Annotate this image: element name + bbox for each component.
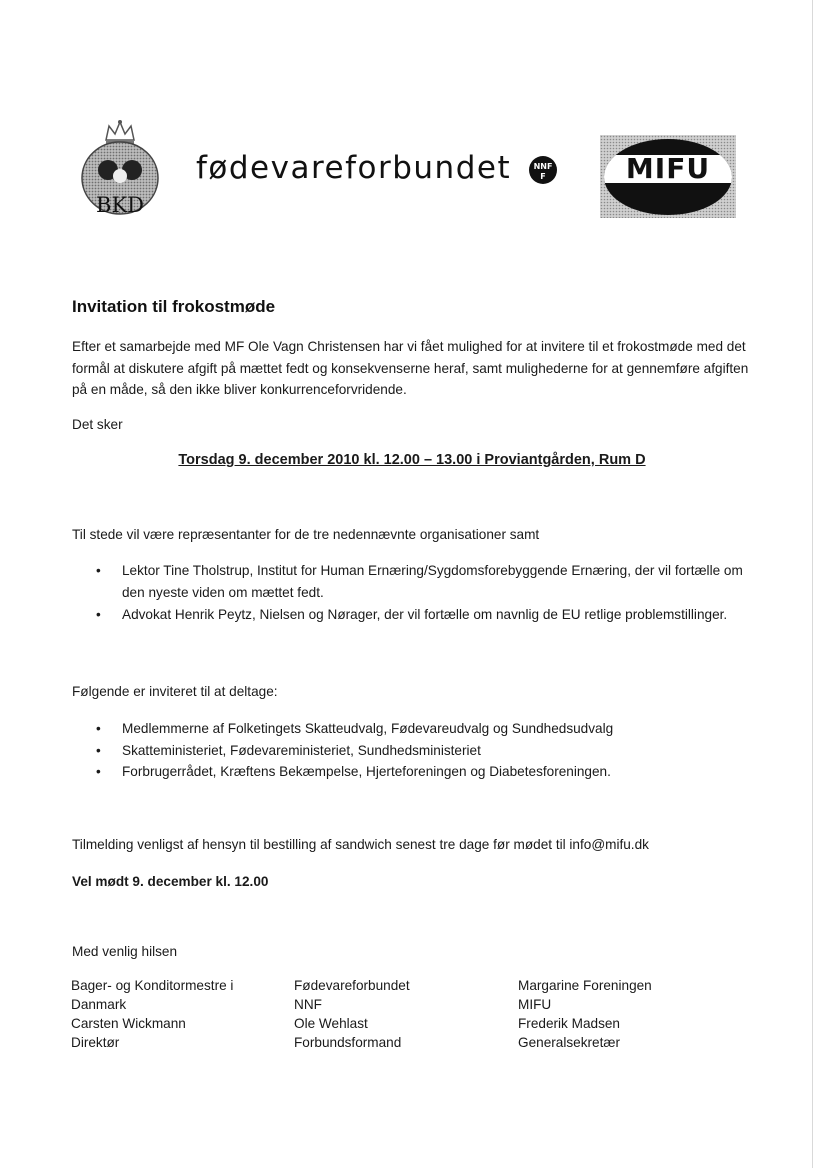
- signature-role: Direktør: [71, 1035, 120, 1050]
- signature-sub: MIFU: [518, 997, 552, 1012]
- bullet-icon: •: [96, 721, 101, 736]
- invited-intro: Følgende er inviteret til at deltage:: [72, 684, 278, 699]
- svg-text:BKD: BKD: [96, 193, 144, 217]
- det-sker-label: Det sker: [72, 417, 123, 432]
- event-date-location: Torsdag 9. december 2010 kl. 12.00 – 13.00 i Proviantgården, Rum D: [178, 452, 646, 468]
- speakers-list: [72, 560, 752, 626]
- signature-name: Carsten Wickmann: [71, 1016, 186, 1031]
- intro-paragraph: Efter et samarbejde med MF Ole Vagn Christensen har vi fået mulighed for at invitere til et frokostmøde med det formål at diskutere afgift på mættet fedt og konsekvenserne heraf, samt mulighederne for at gennemføre afgiften på en måde, så den ikke bliver konkurrenceforvridende.: [72, 339, 749, 397]
- signature-sub: NNF: [294, 997, 322, 1012]
- signature-org: Fødevareforbundet: [294, 978, 410, 993]
- signature-org: Margarine Foreningen: [518, 978, 652, 993]
- welcome-line: Vel mødt 9. december kl. 12.00: [72, 874, 269, 889]
- bkd-logo: [76, 118, 164, 220]
- svg-text:NNF: NNF: [533, 162, 553, 171]
- invited-list: [72, 718, 752, 783]
- list-item: • Skatteministeriet, Fødevareministeriet, Sundhedsministeriet: [72, 740, 752, 762]
- invitation-title: Invitation til frokostmøde: [72, 297, 276, 316]
- signature-name: Ole Wehlast: [294, 1016, 368, 1031]
- list-item: • Lektor Tine Tholstrup, Institut for Human Ernæring/Sygdomsforebyggende Ernæring, der vil fortælle om den nyeste viden om mættet fedt.: [72, 560, 752, 603]
- signature-fodevareforbundet: [294, 976, 494, 1052]
- mifu-logo: [600, 135, 736, 218]
- svg-text:MIFU: MIFU: [625, 152, 711, 185]
- list-item: • Forbrugerrådet, Kræftens Bekæmpelse, Hjerteforeningen og Diabetesforeningen.: [72, 761, 752, 783]
- signature-role: Generalsekretær: [518, 1035, 620, 1050]
- bullet-icon: •: [96, 563, 101, 578]
- bullet-icon: •: [96, 764, 101, 779]
- svg-text:F: F: [540, 172, 546, 181]
- greeting: Med venlig hilsen: [72, 944, 178, 959]
- nnf-logo: [528, 155, 558, 185]
- signature-name: Frederik Madsen: [518, 1016, 620, 1031]
- signature-org: Bager- og Konditormestre i Danmark: [71, 978, 234, 1012]
- list-item: • Medlemmerne af Folketingets Skatteudvalg, Fødevareudvalg og Sundhedsudvalg: [72, 718, 752, 740]
- signup-note: Tilmelding venligst af hensyn til bestilling af sandwich senest tre dage før mødet til info@mifu.dk: [72, 837, 649, 852]
- list-item: • Advokat Henrik Peytz, Nielsen og Nørager, der vil fortælle om navnlig de EU retlige problemstillinger.: [72, 604, 752, 626]
- bullet-icon: •: [96, 742, 101, 758]
- signature-margarine-foreningen: [518, 976, 718, 1052]
- fodevareforbundet-logo-text: fødevareforbundet: [196, 150, 512, 186]
- signature-bkd: [71, 976, 256, 1052]
- attendees-intro: Til stede vil være repræsentanter for de tre nedennævnte organisationer samt: [72, 527, 540, 542]
- bullet-icon: •: [96, 607, 101, 622]
- signature-role: Forbundsformand: [294, 1035, 402, 1050]
- scan-edge-line: [812, 0, 813, 1168]
